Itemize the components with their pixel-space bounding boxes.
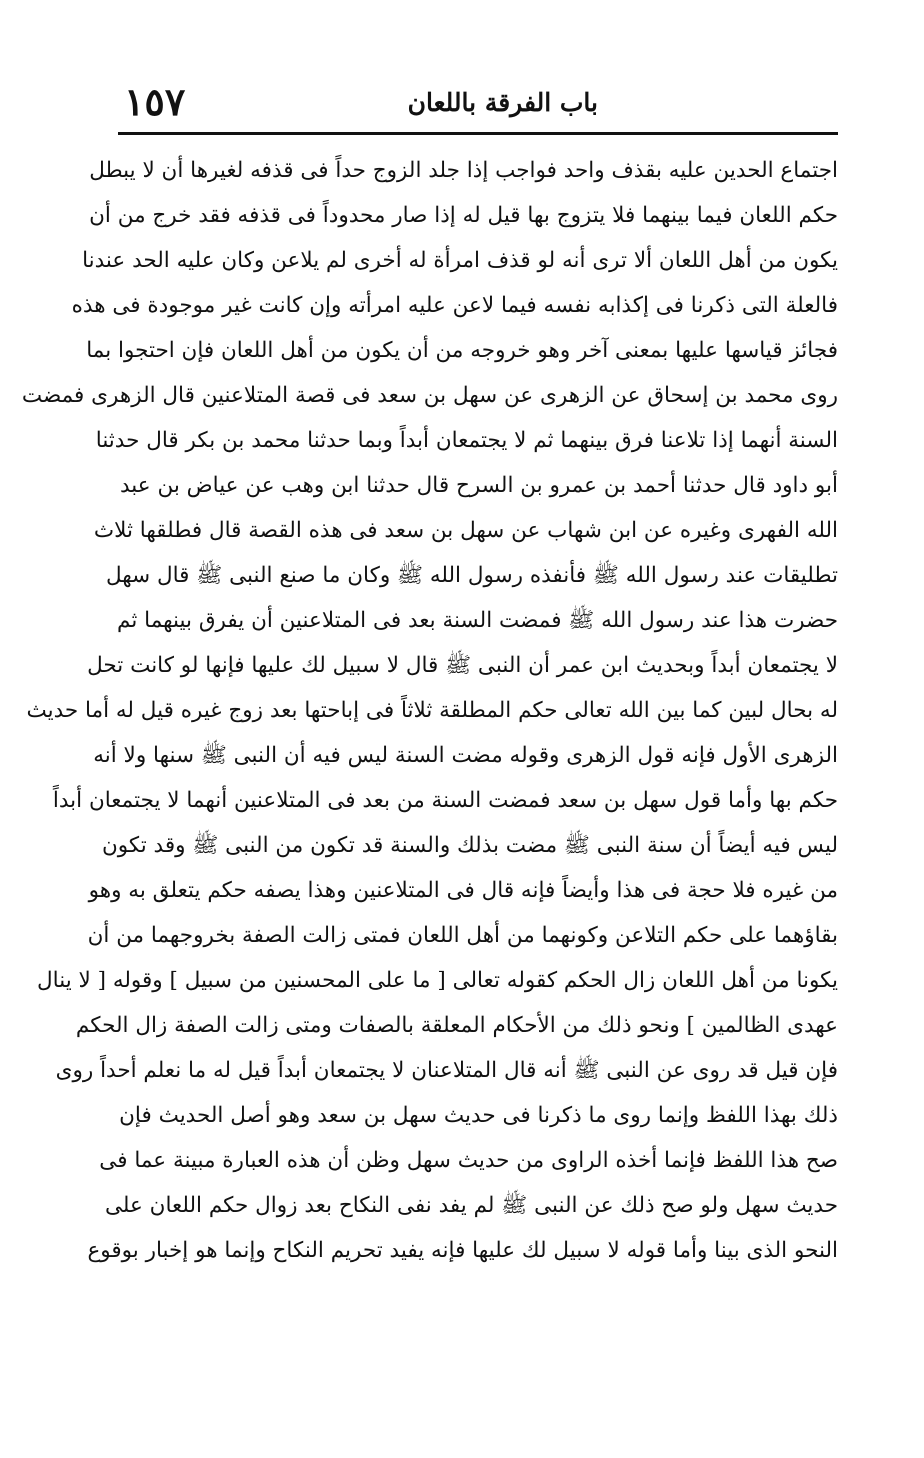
running-head: باب الفرقة باللعان [407,88,598,117]
text-line: ليس فيه أيضاً أن سنة النبى ﷺ مضت بذلك والسنة قد تكون من النبى ﷺ وقد تكون [101,833,838,858]
text-line: فإن قيل قد روى عن النبى ﷺ أنه قال المتلاعنان لا يجتمعان أبداً قيل له ما نعلم أحداً روى [55,1058,838,1083]
text-line: يكونا من أهل اللعان زال الحكم كقوله تعالى [ ما على المحسنين من سبيل ] وقوله [ لا ينال [37,968,838,993]
text-line: لا يجتمعان أبداً وبحديث ابن عمر أن النبى ﷺ قال لا سبيل لك عليها فإنها لو كانت تحل [87,653,838,678]
page-header [118,79,838,130]
text-line: يكون من أهل اللعان ألا ترى أنه لو قذف امرأة له أخرى لم يلاعن وكان عليه الحد عندنا [82,248,838,273]
text-line: اجتماع الحدين عليه بقذف واحد فواجب إذا جلد الزوج حداً فى قذفه لغيرها أن لا يبطل [89,158,838,183]
text-line: ذلك بهذا اللفظ وإنما روى ما ذكرنا فى حديث سهل بن سعد وهو أصل الحديث فإن [119,1103,838,1128]
text-line: الزهرى الأول فإنه قول الزهرى وقوله مضت السنة ليس فيه أن النبى ﷺ سنها ولا أنه [93,743,838,768]
header-rule [118,132,838,135]
text-line: فالعلة التى ذكرنا فى إكذابه نفسه فيما لاعن عليه امرأته وإن كانت غير موجودة فى هذه [71,293,838,318]
text-line: من غيره فلا حجة فى هذا وأيضاً فإنه قال فى المتلاعنين وهذا يصفه حكم يتعلق به وهو [88,878,838,903]
text-line: صح هذا اللفظ فإنما أخذه الراوى من حديث سهل وظن أن هذه العبارة مبينة عما فى [99,1148,838,1173]
body-text [21,148,838,1273]
text-line: الله الفهرى وغيره عن ابن شهاب عن سهل بن سعد فى هذه القصة قال فطلقها ثلاث [93,518,838,543]
text-line: النحو الذى بينا وأما قوله لا سبيل لك عليها فإنه يفيد تحريم النكاح وإنما هو إخبار بوقوع [87,1238,838,1263]
text-line: حكم اللعان فيما بينهما فلا يتزوج بها قيل له إذا صار محدوداً فى قذفه فقد خرج من أن [89,203,838,228]
text-line: السنة أنهما إذا تلاعنا فرق بينهما ثم لا يجتمعان أبداً وبما حدثنا محمد بن بكر قال حدثنا [95,428,838,453]
text-line: له بحال لبين كما بين الله تعالى حكم المطلقة ثلاثاً فى إباحتها بعد زوج غيره قيل له أما حديث [26,698,838,723]
text-line: تطليقات عند رسول الله ﷺ فأنفذه رسول الله ﷺ وكان ما صنع النبى ﷺ قال سهل [105,563,838,588]
page-number: ١٥٧ [124,79,186,124]
text-line: بقاؤهما على حكم التلاعن وكونهما من أهل اللعان فمتى زالت الصفة بخروجهما من أن [87,923,838,948]
text-line: حديث سهل ولو صح ذلك عن النبى ﷺ لم يفد نفى النكاح بعد زوال حكم اللعان على [104,1193,838,1218]
text-line: عهدى الظالمين ] ونحو ذلك من الأحكام المعلقة بالصفات ومتى زالت الصفة زال الحكم [75,1013,838,1038]
text-line: أبو داود قال حدثنا أحمد بن عمرو بن السرح قال حدثنا ابن وهب عن عياض بن عبد [120,473,838,498]
text-line: فجائز قياسها عليها بمعنى آخر وهو خروجه من أن يكون من أهل اللعان فإن احتجوا بما [86,338,838,363]
text-line: حضرت هذا عند رسول الله ﷺ فمضت السنة بعد فى المتلاعنين أن يفرق بينهما ثم [117,608,838,633]
text-line: حكم بها وأما قول سهل بن سعد فمضت السنة من بعد فى المتلاعنين أنهما لا يجتمعان أبداً [52,788,838,813]
text-line: روى محمد بن إسحاق عن الزهرى عن سهل بن سعد فى قصة المتلاعنين قال الزهرى فمضت [21,383,838,408]
